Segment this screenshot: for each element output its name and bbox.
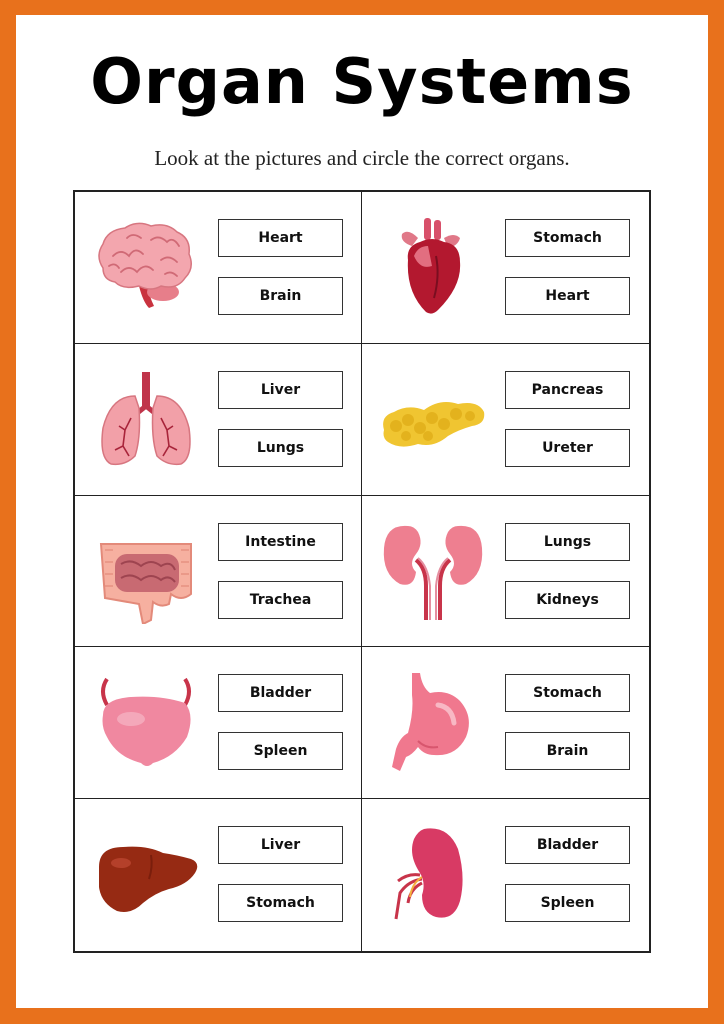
option-button[interactable]: Ureter [505, 429, 630, 467]
question-cell [362, 799, 649, 951]
option-button[interactable]: Lungs [505, 523, 630, 561]
brain-icon [91, 216, 201, 320]
question-cell [75, 799, 362, 951]
option-button[interactable]: Bladder [218, 674, 343, 712]
question-cell [75, 344, 362, 496]
spleen-icon [378, 823, 488, 927]
question-cell [362, 344, 649, 496]
page-title: Organ Systems [90, 45, 634, 118]
bladder-icon [91, 671, 201, 775]
option-button[interactable]: Stomach [505, 219, 630, 257]
organ-grid [73, 190, 651, 953]
worksheet [16, 15, 708, 1008]
option-button[interactable]: Heart [218, 219, 343, 257]
stomach-icon [378, 671, 488, 775]
question-cell [75, 496, 362, 648]
option-button[interactable]: Spleen [218, 732, 343, 770]
question-cell [75, 192, 362, 344]
liver-icon [91, 823, 201, 927]
lungs-icon [91, 368, 201, 472]
question-cell [362, 192, 649, 344]
question-cell [362, 647, 649, 799]
option-button[interactable]: Liver [218, 826, 343, 864]
option-button[interactable]: Liver [218, 371, 343, 409]
question-cell [75, 647, 362, 799]
option-button[interactable]: Brain [218, 277, 343, 315]
option-button[interactable]: Heart [505, 277, 630, 315]
kidneys-icon [378, 520, 488, 624]
pancreas-icon [378, 368, 488, 472]
option-button[interactable]: Lungs [218, 429, 343, 467]
option-button[interactable]: Spleen [505, 884, 630, 922]
option-button[interactable]: Brain [505, 732, 630, 770]
option-button[interactable]: Trachea [218, 581, 343, 619]
option-button[interactable]: Kidneys [505, 581, 630, 619]
option-button[interactable]: Stomach [218, 884, 343, 922]
option-button[interactable]: Stomach [505, 674, 630, 712]
instructions: Look at the pictures and circle the correct organs. [154, 146, 570, 170]
intestine-icon [91, 520, 201, 624]
heart-icon [378, 216, 488, 320]
question-cell [362, 496, 649, 648]
option-button[interactable]: Bladder [505, 826, 630, 864]
option-button[interactable]: Intestine [218, 523, 343, 561]
option-button[interactable]: Pancreas [505, 371, 630, 409]
